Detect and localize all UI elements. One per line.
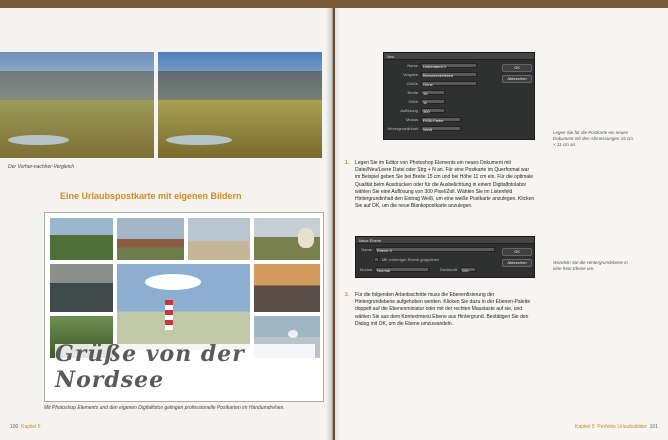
- step-number: 2.: [345, 292, 350, 298]
- dialog-row: [386, 99, 445, 104]
- cloud: [145, 274, 201, 290]
- background-select[interactable]: Weiß: [421, 126, 461, 131]
- left-page: [0, 8, 333, 440]
- field-label: Höhe: [408, 99, 418, 104]
- step-text: Für die folgenden Arbeitsschritte muss die Ebenenfixierung der Hintergrundebene aufgehoben werden. Klicken Sie dazu in der Ebenen-Palette doppelt auf die Ebenenminiatur oder mit der rechten Maustaste auf sie, und wählen Sie aus dem Kontextmenü Ebene aus Hintergrund. Bestätigen Sie den Dialog mit OK, um die Ebene umzuwandeln.: [355, 292, 531, 327]
- photo-tile: [50, 264, 113, 312]
- group-checkbox[interactable]: [374, 257, 379, 262]
- side-note: Wandeln Sie die Hintergrundebene in eine freie Ebene um.: [553, 260, 628, 271]
- sheep: [298, 228, 314, 248]
- page-number: 100: [10, 424, 19, 430]
- dialog-row: [386, 117, 461, 122]
- field-label: Hintergrundinhalt: [387, 126, 418, 131]
- preset-select[interactable]: Benutzerdefiniert: [421, 72, 477, 77]
- opacity-field[interactable]: 100: [460, 267, 476, 272]
- dialog-row: [386, 81, 477, 86]
- cancel-button[interactable]: Abbrechen: [502, 75, 532, 83]
- field-label: Name: [361, 247, 372, 252]
- footer-chapter: Kapitel 5: [575, 424, 595, 430]
- meadow: [158, 100, 322, 158]
- size-select[interactable]: Ohne: [421, 81, 477, 86]
- lighthouse: [165, 300, 173, 330]
- photo-tile: [50, 218, 113, 260]
- right-page: [335, 8, 668, 440]
- step-text: Legen Sie im Editor von Photoshop Elements ein neues Dokument mit Datei/Neu/Leere Datei oder Strg + N an. Für eine Postkarte im Querformat war im Beispiel geben Sie bei Breite 15 cm und bei Höhe 11 cm ein. Für die optimale Qualität beim Ausdrucken oder für die Ausbelichtung in einem Digitalfotolabor wählen Sie eine Auflösung von 300 Pixel/Zoll. Wählen Sie im Listenfeld Hintergrundinhalt den Eintrag Weiß, um eine weiße Postkarte anzulegen. Klicken Sie auf OK, um die neue Blankopostkarte anzulegen.: [355, 160, 535, 210]
- seagull: [288, 330, 298, 338]
- new-document-dialog: [383, 52, 535, 140]
- photo-tile: [188, 218, 250, 260]
- ok-button[interactable]: OK: [502, 64, 532, 72]
- width-field[interactable]: 15: [421, 90, 445, 95]
- field-label: Auflösung: [400, 108, 418, 113]
- dialog-row: [386, 108, 445, 113]
- water: [166, 135, 232, 146]
- dialog-title: Neu: [384, 53, 534, 60]
- side-note: Legen Sie für die Postkarte ein neues Dokument mit den Abmessungen 15 cm × 11 cm an.: [553, 130, 633, 147]
- after-photo: [158, 52, 322, 158]
- mode-select[interactable]: RGB-Farbe: [421, 117, 461, 122]
- field-label: Deckkraft: [440, 267, 457, 272]
- field-label: Größe: [406, 81, 418, 86]
- banner-text: Grüße von der Nordsee: [55, 341, 245, 393]
- dialog-title: Neue Ebene: [356, 237, 534, 244]
- checkbox-label: Mit vorheriger Ebene gruppieren: [382, 257, 440, 262]
- meadow: [0, 100, 154, 158]
- dialog-row: [386, 63, 477, 68]
- photo-tile: [117, 218, 184, 260]
- layer-name-field[interactable]: Ebene 0: [375, 247, 495, 252]
- field-label: Modus: [359, 267, 372, 272]
- before-photo: [0, 52, 154, 158]
- ok-button[interactable]: OK: [502, 248, 532, 256]
- field-label: Breite: [407, 90, 418, 95]
- field-label: Vorgabe: [403, 72, 418, 77]
- dialog-row: [358, 247, 495, 252]
- name-field[interactable]: Unbenannt-1: [421, 63, 477, 68]
- dialog-row: [386, 90, 445, 95]
- field-label: Modus: [405, 117, 418, 122]
- section-heading: Eine Urlaubspostkarte mit eigenen Bildern: [60, 191, 242, 201]
- caption-top: Der Vorher-nachher-Vergleich: [8, 164, 75, 170]
- mode-select[interactable]: Normal: [375, 267, 429, 272]
- right-footer: [575, 424, 658, 430]
- step-number: 1.: [345, 160, 350, 166]
- footer-title: Perfekte Urlaubsbilder: [597, 424, 647, 430]
- book-gutter: [326, 8, 340, 440]
- caption-bottom: Mit Photoshop Elements und den eigenen Digitalfotos gelingen professionelle Postkarten im Handumdrehen.: [44, 405, 285, 411]
- photo-tile: [117, 264, 250, 350]
- height-field[interactable]: 11: [421, 99, 445, 104]
- left-footer: [10, 424, 41, 430]
- new-layer-dialog: [355, 236, 535, 278]
- footer-chapter: Kapitel 5: [21, 424, 41, 430]
- dialog-row: [386, 126, 461, 131]
- dialog-row: [358, 267, 476, 272]
- photo-tile: [254, 264, 320, 312]
- dialog-row: [386, 72, 477, 77]
- cancel-button[interactable]: Abbrechen: [502, 259, 532, 267]
- dialog-row: [374, 257, 439, 262]
- resolution-field[interactable]: 300: [421, 108, 445, 113]
- postcard-collage: [44, 212, 324, 402]
- postcard-banner: [55, 341, 315, 393]
- page-number: 101: [649, 424, 658, 430]
- field-label: Name: [407, 63, 418, 68]
- photo-tile: [254, 218, 320, 260]
